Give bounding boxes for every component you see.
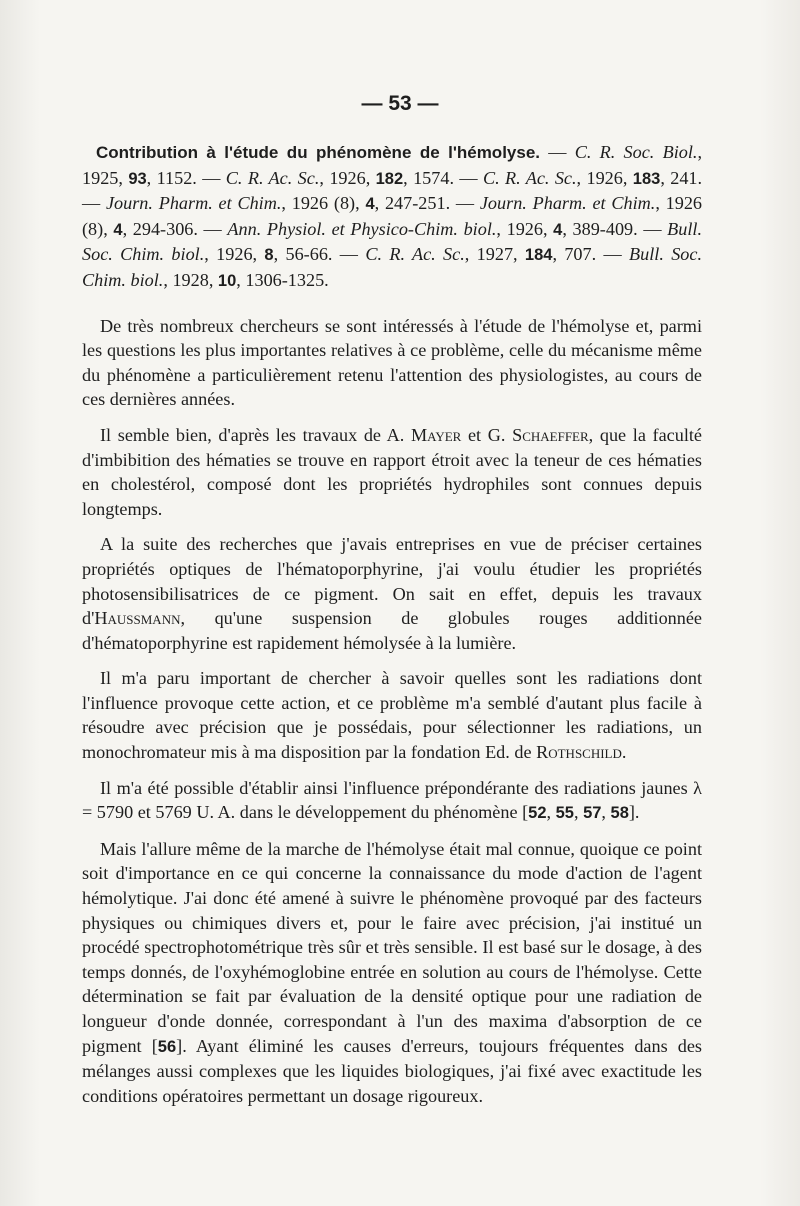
text-run: Il semble bien, d'après les travaux de A. <box>100 424 411 445</box>
text-run: ]. Ayant éliminé les causes d'erreurs, toujours fréquentes dans des mélanges aussi complexes que les liquides biologiques, j'ai fixé avec exactitude les conditions opératoires permettant un dosage rigoureux. <box>82 1035 703 1106</box>
ref-sep: , 294-306. — <box>122 218 228 239</box>
ref-sep: , 1926, <box>496 218 554 239</box>
reference-number: 57 <box>583 804 602 823</box>
text-run: ]. <box>628 802 640 823</box>
text-run: , <box>573 802 584 823</box>
volume-number: 93 <box>128 169 147 188</box>
text-run: Mais l'allure même de la marche de l'hémolyse était mal connue, quoique ce point soit d'importance en ce qui concerne la connaissance du mode d'action de l'agent hémolytique. J'ai donc été amené à suivre le phénomène provoqué par des facteurs physiques ou chimiques divers et, pour le faire avec précision, j'ai institué un procédé spectrophotométrique très sûr et très sensible. Il est basé sur le dosage, à des temps donnés, de l'oxyhémoglobine entrée en solution au cours de l'hémolyse. Cette détermination se fait par évaluation de la densité optique pour une radiation de longueur d'onde donnée, correspondant à l'un des maxima d'absorption de ce pigment [ <box>82 838 702 1056</box>
ref-sep: , 241. — <box>82 167 703 214</box>
volume-number: 10 <box>217 271 237 290</box>
ref-sep: , 1925, <box>82 142 702 188</box>
journal-name: Ann. Physiol. et Physico-Chim. biol. <box>227 218 497 239</box>
paragraph-3 <box>82 532 702 655</box>
text-run: A la suite des recherches que j'avais entreprises en vue de préciser certaines propriétés optiques de l'hématoporphyrine, j'ai voulu étudier les propriétés photosensibilisatrices de ce pigment. On sait en effet, depuis les travaux d' <box>82 534 702 629</box>
journal-name: Bull. Soc. Chim. biol. <box>82 218 703 265</box>
journal-name: C. R. Ac. Sc. <box>482 167 577 188</box>
ref-sep: , 1928, <box>163 269 218 290</box>
ref-sep: , 1926 (8), <box>281 193 366 214</box>
volume-number: 4 <box>553 220 563 239</box>
reference-number: 56 <box>157 1037 177 1056</box>
ref-sep: , 1926, <box>319 167 376 188</box>
text-run: , <box>546 802 556 823</box>
paragraph-1: De très nombreux chercheurs se sont intéressés à l'étude de l'hémolyse et, parmi les questions les plus importantes relatives à ce problème, celle du mécanisme même du phénomène a particulièrement retenu l'attention des physiologistes, au cours de ces dernières années. <box>82 315 702 410</box>
volume-number: 8 <box>264 246 274 265</box>
text-run: , qu'une suspension de globules rouges additionnée d'hématoporphyrine est rapidement hémolysée à la lumière. <box>82 608 702 653</box>
volume-number: 183 <box>632 169 661 188</box>
ref-sep: , 1926 (8), <box>82 193 703 239</box>
paragraph-4 <box>82 666 702 764</box>
journal-name: Bull. Soc. Chim. biol. <box>82 244 703 290</box>
ref-sep: , 1152. — <box>146 167 226 188</box>
text-run: , <box>601 802 611 823</box>
ref-sep: , 1306-1325. <box>236 269 329 290</box>
ref-sep: , 389-409. — <box>562 218 668 239</box>
ref-sep: — <box>540 142 575 162</box>
journal-name: C. R. Soc. Biol. <box>574 142 698 162</box>
author-name: Rothschild <box>536 742 622 763</box>
text-run: , que la faculté d'imbibition des hématies se trouve en rapport étroit avec la teneur de ces hématies en cholestérol, composé dont les propriétés hydrophiles sont connues depuis longtemps. <box>82 424 703 519</box>
reference-number: 58 <box>610 804 629 823</box>
paragraph-5 <box>82 776 702 826</box>
author-name: Mayer <box>410 424 462 445</box>
ref-sep: , 56-66. — <box>273 244 366 265</box>
journal-name: Journ. Pharm. et Chim. <box>479 193 656 214</box>
reference-number: 55 <box>555 804 574 823</box>
paper-title: Contribution à l'étude du phénomène de l'hémolyse. <box>96 143 541 162</box>
volume-number: 4 <box>365 195 375 214</box>
volume-number: 182 <box>375 169 404 188</box>
journal-name: C. R. Ac. Sc. <box>365 244 465 265</box>
paragraph-2 <box>82 423 702 521</box>
journal-name: C. R. Ac. Sc. <box>225 167 320 188</box>
author-name: Haussmann <box>94 608 181 629</box>
text-run: et G. <box>461 424 513 445</box>
reference-number: 52 <box>528 804 547 823</box>
volume-number: 4 <box>113 220 123 239</box>
volume-number: 184 <box>524 246 553 265</box>
ref-sep: , 247-251. — <box>374 193 480 214</box>
journal-name: Journ. Pharm. et Chim. <box>105 193 282 214</box>
text-run: . <box>621 742 627 763</box>
ref-sep: , 1926, <box>576 167 633 188</box>
ref-sep: , 1574. — <box>403 167 483 188</box>
text-run: Il m'a été possible d'établir ainsi l'influence prépondérante des radiations jaunes λ = 5790 et 5769 U. A. dans le développement du phénomène [ <box>82 777 702 823</box>
ref-sep: , 1926, <box>204 244 265 265</box>
ref-sep: , 1927, <box>464 244 525 265</box>
author-name: Schaeffer <box>512 424 589 445</box>
paragraph-6 <box>82 837 702 1109</box>
page-content <box>82 140 702 1119</box>
page-number: — 53 — <box>361 92 439 115</box>
references-paragraph <box>82 140 702 294</box>
ref-sep: , 707. — <box>552 244 630 265</box>
text-run: Il m'a paru important de chercher à savoir quelles sont les radiations dont l'influence provoque cette action, et ce problème m'a semblé d'autant plus facile à résoudre avec précision que je possédais, pour sélectionner les radiations, un monochromateur mis à ma disposition par la fondation Ed. de <box>82 668 702 763</box>
